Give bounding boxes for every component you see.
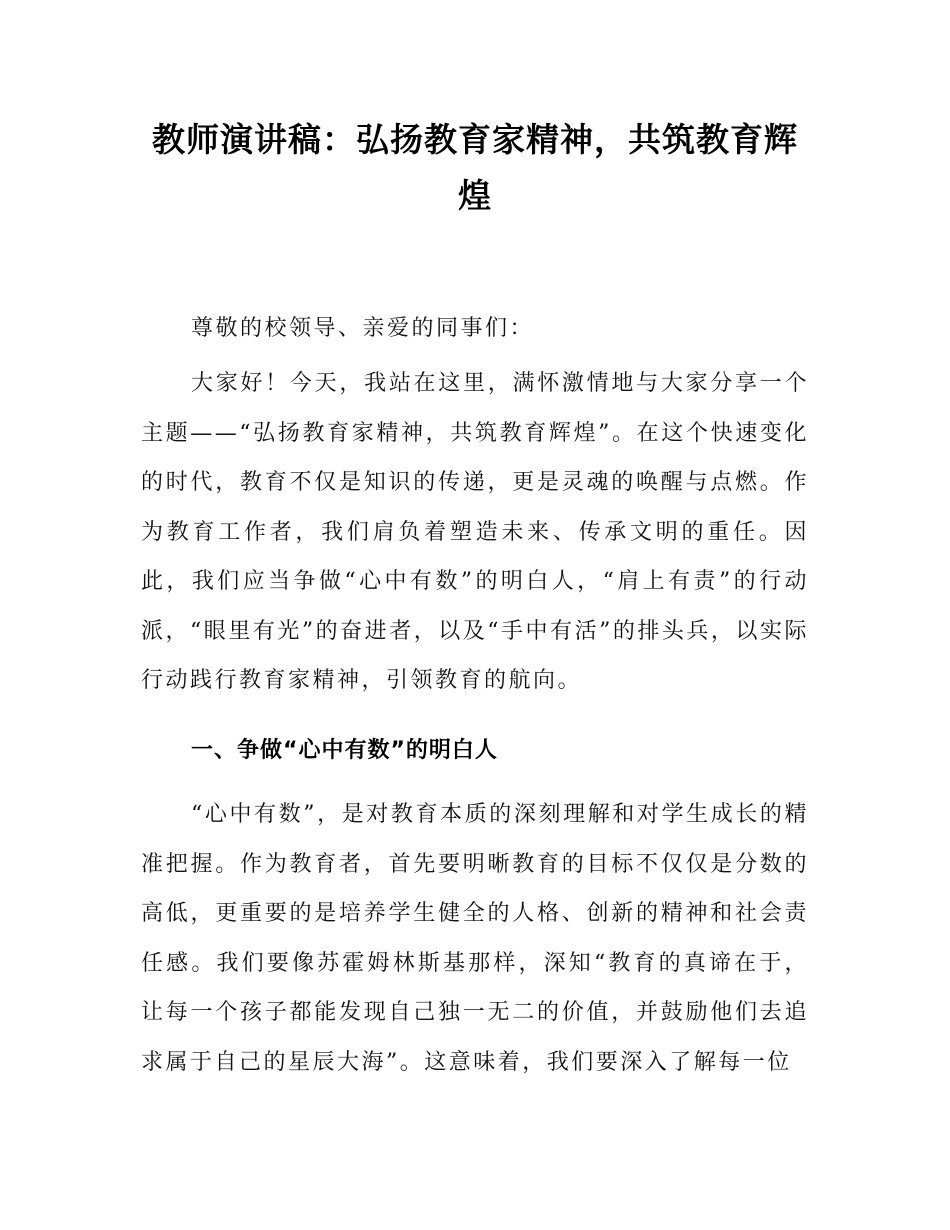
paragraph-intro: 大家好！今天，我站在这里，满怀激情地与大家分享一个主题——“弘扬教育家精神，共筑教育辉煌”。在这个快速变化的时代，教育不仅是知识的传递，更是灵魂的唤醒与点燃。作为教育工作者，我们肩负着塑造未来、传承文明的重任。因此，我们应当争做“心中有数”的明白人，“肩上有责”的行动派，“眼里有光”的奋进者，以及“手中有活”的排头兵，以实际行动践行教育家精神，引领教育的航向。 [141, 371, 809, 693]
section-heading-1: 一、争做“心中有数”的明白人 [191, 738, 498, 763]
page-title: 教师演讲稿：弘扬教育家精神，共筑教育辉煌 [152, 120, 798, 215]
paragraph-section-1: “心中有数”，是对教育本质的深刻理解和对学生成长的精准把握。作为教育者，首先要明晰教育的目标不仅仅是分数的高低，更重要的是培养学生健全的人格、创新的精神和社会责任感。我们要像苏霍姆林斯基那样，深知“教育的真谛在于，让每一个孩子都能发现自己独一无二的价值，并鼓励他们去追求属于自己的星辰大海”。这意味着，我们要深入了解每一位 [141, 802, 809, 1075]
salutation: 尊敬的校领导、亲爱的同事们： [191, 316, 535, 341]
